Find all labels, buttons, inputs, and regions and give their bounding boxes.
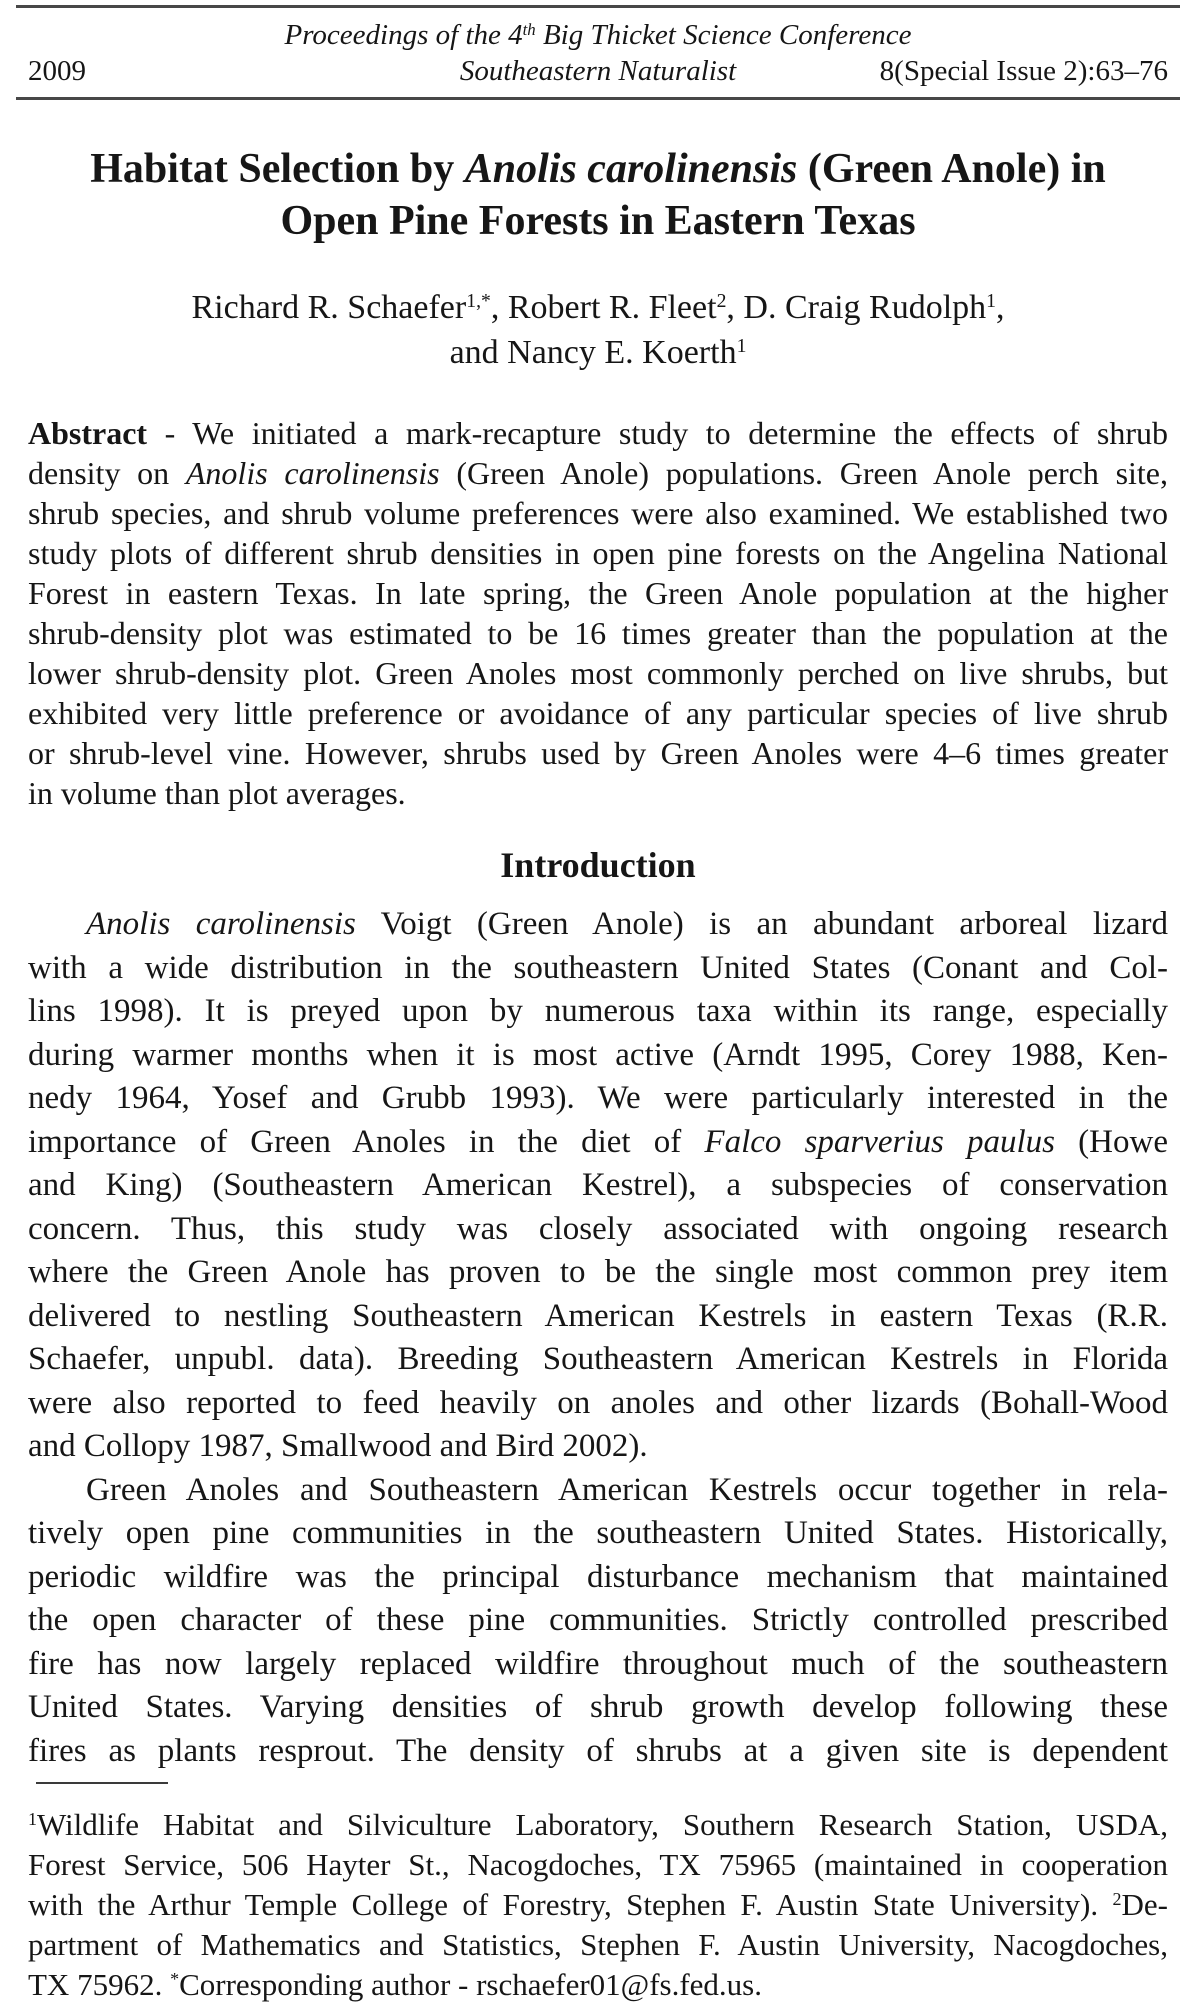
text-line: Schaefer, unpubl. data). Breeding Southeastern American Kestrels in Florida (28, 1341, 1168, 1377)
text-line: density on Anolis carolinensis (Green Anole) populations. Green Anole perch site, (28, 455, 1169, 491)
text-line: United States. Varying densities of shrub growth develop following these (28, 1689, 1168, 1725)
author-line-1: Richard R. Schaefer$^{1,*}$, Robert R. Fleet$^2$, D. Craig Rudolph$^1$, (191, 289, 1005, 326)
text-line: with a wide distribution in the southeastern United States (Conant and Col- (28, 949, 1168, 986)
text-line: fire has now largely replaced wildfire throughout much of the southeastern (28, 1645, 1168, 1682)
text-line: Anolis carolinensis Voigt (Green Anole) is an abundant arboreal lizard (86, 906, 1168, 942)
journal-page (0, 5, 1200, 2005)
text-line: lower shrub-density plot. Green Anoles most commonly perched on live shrubs, but (28, 655, 1168, 691)
introduction-heading: Introduction (500, 845, 696, 885)
text-line: fires as plants resprout. The density of shrubs at a given site is dependent (28, 1732, 1168, 1769)
text-line: or shrub-level vine. However, shrubs used by Green Anoles were 4–6 times greater (28, 735, 1168, 771)
header-rule (16, 97, 1180, 100)
text-line: concern. Thus, this study was closely associated with ongoing research (28, 1210, 1168, 1247)
year-label: 2009 (28, 55, 86, 87)
text-line: Abstract - We initiated a mark-recapture study to determine the effects of shrub (28, 415, 1168, 451)
author-line-2: and Nancy E. Koerth$^1$ (449, 334, 747, 371)
top-rule (16, 5, 1180, 8)
text-line: tively open pine communities in the southeastern United States. Historically, (28, 1515, 1168, 1551)
text-line: the open character of these pine communities. Strictly controlled prescribed (28, 1602, 1168, 1638)
title-line-1: Habitat Selection by Anolis carolinensis (Green Anole) in (90, 146, 1106, 192)
text-line: $^1$Wildlife Habitat and Silviculture Laboratory, Southern Research Station, USDA, (28, 1807, 1168, 1842)
text-line: TX 75962. *Corresponding author - rschaefer01@fs.fed.us. (28, 1967, 762, 2002)
text-line: in volume than plot averages. (28, 775, 406, 811)
text-line: Forest in eastern Texas. In late spring, the Green Anole population at the higher (28, 575, 1168, 611)
text-line: with the Arthur Temple College of Forestry, Stephen F. Austin State University). $^2$De- (28, 1887, 1168, 1922)
intro-paragraph-2 (28, 1469, 1168, 1774)
text-line: importance of Green Anoles in the diet of Falco sparverius paulus (Howe (28, 1123, 1168, 1160)
text-line: and King) (Southeastern American Kestrel), a subspecies of conservation (28, 1167, 1168, 1203)
text-line: lins 1998). It is preyed upon by numerous taxa within its range, especially (28, 993, 1168, 1029)
text-line: during warmer months when it is most active (Arndt 1995, Corey 1988, Ken- (28, 1036, 1168, 1073)
text-line: partment of Mathematics and Statistics, Stephen F. Austin University, Nacogdoches, (28, 1927, 1168, 1962)
journal-name: Southeastern Naturalist (459, 55, 737, 87)
article-title (28, 143, 1168, 247)
text-line: exhibited very little preference or avoidance of any particular species of live shrub (28, 695, 1168, 731)
text-line: and Collopy 1987, Smallwood and Bird 2002). (28, 1428, 648, 1464)
text-line: Forest Service, 506 Hayter St., Nacogdoches, TX 75965 (maintained in cooperation (28, 1847, 1168, 1882)
masthead-row (28, 53, 1168, 89)
text-line: where the Green Anole has proven to be the single most common prey item (28, 1254, 1168, 1290)
abstract-paragraph (28, 413, 1168, 813)
text-line: periodic wildfire was the principal disturbance mechanism that maintained (28, 1558, 1168, 1595)
footnote-rule (36, 1782, 168, 1784)
citation: 8(Special Issue 2):63–76 (879, 55, 1168, 87)
authors-block (28, 285, 1168, 375)
text-line: shrub-density plot was estimated to be 16 times greater than the population at the (28, 615, 1168, 651)
title-line-2: Open Pine Forests in Eastern Texas (280, 198, 916, 244)
intro-paragraph-1 (28, 903, 1168, 1469)
footnote-block (28, 1805, 1168, 2005)
text-line: were also reported to feed heavily on anoles and other lizards (Bohall-Wood (28, 1384, 1168, 1421)
text-line: Green Anoles and Southeastern American Kestrels occur together in rela- (86, 1471, 1168, 1508)
text-line: study plots of different shrub densities in open pine forests on the Angelina National (28, 535, 1168, 571)
proceedings-line: Proceedings of the 4th Big Thicket Science Conference (284, 19, 912, 51)
text-line: nedy 1964, Yosef and Grubb 1993). We were particularly interested in the (28, 1080, 1168, 1116)
text-line: delivered to nestling Southeastern American Kestrels in eastern Texas (R.R. (28, 1297, 1168, 1334)
text-line: shrub species, and shrub volume preferences were also examined. We established two (28, 495, 1168, 531)
